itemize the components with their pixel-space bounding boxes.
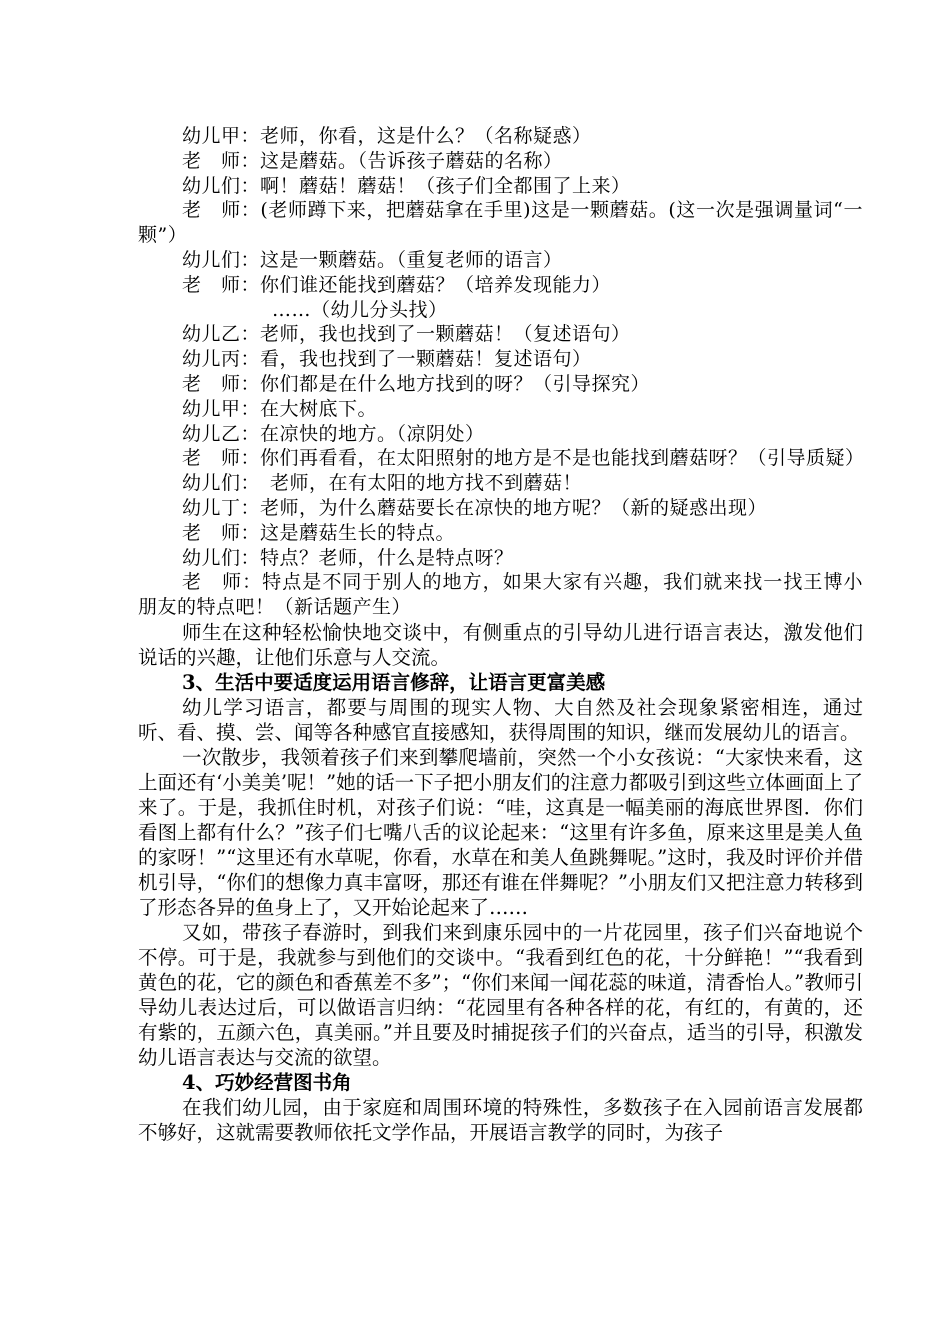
section-heading-3: 3、生活中要适度运用语言修辞，让语言更富美感 xyxy=(182,670,606,694)
dialogue-line: 老 师：特点是不同于别人的地方，如果大家有兴趣，我们就来找一找王博小朋友的特点吧！（新话题产生） xyxy=(138,571,863,619)
dialogue-line: 老 师：你们再看看，在太阳照射的地方是不是也能找到蘑菇呀？（引导质疑） xyxy=(182,447,865,470)
dialogue-line: 老 师：你们谁还能找到蘑菇？（培养发现能力） xyxy=(182,273,612,296)
dialogue-line: 老 师：这是蘑菇。（告诉孩子蘑菇的名称） xyxy=(182,149,563,172)
dialogue-line: 老 师：(老师蹲下来，把蘑菇拿在手里)这是一颗蘑菇。(这一次是强调量词“一颗”） xyxy=(138,199,863,247)
dialogue-line: 老 师：你们都是在什么地方找到的呀？（引导探究） xyxy=(182,372,651,395)
dialogue-line: 幼儿丙：看，我也找到了一颗蘑菇！复述语句） xyxy=(182,348,592,371)
dialogue-line: 老 师：这是蘑菇生长的特点。 xyxy=(182,521,456,544)
body-paragraph: 幼儿学习语言，都要与周围的现实人物、大自然及社会现象紧密相连，通过听、看、摸、尝、闻等各种感官直接感知，获得周围的知识，继而发展幼儿的语言。 xyxy=(138,695,863,744)
dialogue-line: 幼儿们：啊！蘑菇！蘑菇！（孩子们全都围了上来） xyxy=(182,174,631,197)
summary-paragraph: 师生在这种轻松愉快地交谈中，有侧重点的引导幼儿进行语言表达，激发他们说话的兴趣，让他们乐意与人交流。 xyxy=(138,620,863,669)
body-paragraph: 在我们幼儿园，由于家庭和周围环境的特殊性，多数孩子在入园前语言发展都不够好，这就需要教师依托文学作品，开展语言教学的同时，为孩子 xyxy=(138,1095,863,1144)
dialogue-line: ……（幼儿分头找） xyxy=(272,298,448,321)
dialogue-line: 幼儿们：这是一颗蘑菇。（重复老师的语言） xyxy=(182,248,563,271)
dialogue-line: 幼儿丁：老师，为什么蘑菇要长在凉快的地方呢？（新的疑惑出现） xyxy=(182,496,768,519)
dialogue-line: 幼儿乙：在凉快的地方。（凉阴处） xyxy=(182,422,485,445)
document-page xyxy=(138,124,863,1145)
body-paragraph: 一次散步，我领着孩子们来到攀爬墙前，突然一个小女孩说：“大家快来看，这上面还有‘小美美’呢！”她的话一下子把小朋友们的注意力都吸引到这些立体画面上了来了。于是，我抓住时机，对孩子们说：“哇，这真是一幅美丽的海底世界图．你们看图上都有什么？”孩子们七嘴八舌的议论起来：“这里有许多鱼，原来这里是美人鱼的家呀！”“这里还有水草呢，你看，水草在和美人鱼跳舞呢。”这时，我及时评价并借机引导，“你们的想像力真丰富呀，那还有谁在伴舞呢？”小朋友们又把注意力转移到了形态各异的鱼身上了，又开始论起来了…… xyxy=(138,745,863,919)
section-heading-4: 4、巧妙经营图书角 xyxy=(182,1070,352,1094)
dialogue-line: 幼儿乙：老师，我也找到了一颗蘑菇！（复述语句） xyxy=(182,323,631,346)
body-paragraph: 又如，带孩子春游时，到我们来到康乐园中的一片花园里，孩子们兴奋地说个不停。可于是，我就参与到他们的交谈中。“我看到红色的花，十分鲜艳！”“我看到黄色的花，它的颜色和香蕉差不多”；“你们来闻一闻花蕊的味道，清香怡人。”教师引导幼儿表达过后，可以做语言归纳：“花园里有各种各样的花，有红的，有黄的，还有紫的，五颜六色，真美丽。”并且要及时捕捉孩子们的兴奋点，适当的引导，积激发幼儿语言表达与交流的欲望。 xyxy=(138,920,863,1069)
dialogue-line: 幼儿们：特点？老师，什么是特点呀？ xyxy=(182,546,514,569)
dialogue-line: 幼儿甲：老师，你看，这是什么？（名称疑惑） xyxy=(182,125,592,147)
dialogue-line: 幼儿甲：在大树底下。 xyxy=(182,397,378,420)
dialogue-line: 幼儿们： 老师，在有太阳的地方找不到蘑菇！ xyxy=(182,472,583,495)
